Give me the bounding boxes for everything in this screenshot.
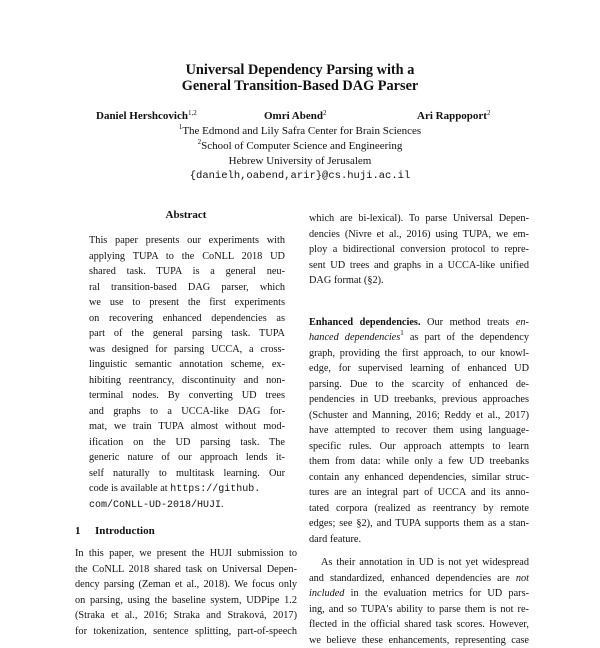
body-line: ploy a bidirectional conversion protocol to repre- bbox=[309, 242, 529, 258]
body-line: hanced dependencies$^1$ as part of the dependency bbox=[309, 330, 529, 346]
intro-line: for tokenization, sentence splitting, part-of-speech bbox=[75, 624, 297, 640]
body-line: specific rules. Our approach attempts to learn bbox=[309, 439, 529, 455]
abstract-line: generic nature of our approach lends it- bbox=[89, 450, 285, 466]
body-line: ing, and so TUPA's ability to parse them is not re- bbox=[309, 602, 529, 618]
paper-title-line-2: General Transition-Based DAG Parser bbox=[0, 78, 600, 94]
body-line: them from data: while only a few UD treebanks bbox=[309, 454, 529, 470]
body-line: included in the evaluation metrics for UD pars- bbox=[309, 586, 529, 602]
body-line: flected in the official shared task scores. However, bbox=[309, 617, 529, 633]
enhanced-dependencies-paragraph bbox=[309, 315, 529, 548]
body-line: dard feature. bbox=[309, 532, 529, 548]
intro-line: dency parsing (Zeman et al., 2018). We focus only bbox=[75, 577, 297, 593]
paragraph-heading-enhanced: Enhanced dependencies. bbox=[309, 317, 421, 328]
body-line: edges; see §2), and TUPA supports them as a stan- bbox=[309, 516, 529, 532]
body-line: Enhanced dependencies. Our method treats en- bbox=[309, 315, 529, 331]
left-column bbox=[75, 208, 297, 639]
intro-line: In this paper, we present the HUJI submission to bbox=[75, 546, 297, 562]
abstract-line: and graphs to a UCCA-like DAG for- bbox=[89, 404, 285, 420]
section-heading-introduction: 1 Introduction bbox=[75, 524, 297, 538]
affiliation-3: Hebrew University of Jerusalem bbox=[0, 154, 600, 168]
abstract-line: on recovering enhanced dependencies as bbox=[89, 311, 285, 327]
abstract-line: ification on the UD parsing task. The bbox=[89, 435, 285, 451]
abstract-body bbox=[75, 233, 297, 512]
abstract-line: mat, we train TUPA almost without mod- bbox=[89, 419, 285, 435]
code-url[interactable]: https://github. bbox=[170, 484, 260, 495]
abstract-line: This paper presents our experiments with bbox=[89, 233, 285, 249]
abstract-line: applying TUPA to the CoNLL 2018 UD bbox=[89, 249, 285, 265]
author-list bbox=[0, 110, 600, 124]
body-line: have attempted to recover them using language- bbox=[309, 423, 529, 439]
affiliation-1: $^1$The Edmond and Lily Safra Center for Brain Sciences bbox=[0, 124, 600, 138]
intro-line: (Straka et al., 2016; Straka and Straková, 2017) bbox=[75, 608, 297, 624]
footnote-marker[interactable]: 1 bbox=[400, 329, 404, 337]
author-emails: {danielh,oabend,arir}@cs.huji.ac.il bbox=[0, 169, 600, 183]
body-line: tated corpora (realized as reentrancy by remote bbox=[309, 501, 529, 517]
right-column bbox=[309, 211, 529, 648]
author-abend: Omri Abend$^2$ bbox=[264, 110, 326, 122]
paper-title-line-1: Universal Dependency Parsing with a bbox=[0, 62, 600, 78]
introduction-body bbox=[75, 546, 297, 639]
body-line: tures are an integral part of UCCA and its anno- bbox=[309, 485, 529, 501]
body-line: edge, for supervised learning of enhanced UD bbox=[309, 361, 529, 377]
body-line: As their annotation in UD is not yet widespread bbox=[309, 555, 529, 571]
body-line: graph, providing the first approach, to our knowl- bbox=[309, 346, 529, 362]
abstract-line: hibiting reentrancy, discontinuity and non- bbox=[89, 373, 285, 389]
affiliation-2: $^2$School of Computer Science and Engineering bbox=[0, 139, 600, 153]
abstract-line: part of the general parsing task. TUPA bbox=[89, 326, 285, 342]
abstract-line: terminal nodes. By converting UD trees bbox=[89, 388, 285, 404]
author-rappoport: Ari Rappoport$^2$ bbox=[417, 110, 490, 122]
intro-line: on parsing, using the baseline system, UDPipe 1.2 bbox=[75, 593, 297, 609]
body-line: contain any enhanced dependencies, similar struc- bbox=[309, 470, 529, 486]
intro-line: the CoNLL 2018 shared task on Universal Depen- bbox=[75, 562, 297, 578]
code-url[interactable]: com/CoNLL-UD-2018/HUJI bbox=[89, 500, 221, 511]
author-hershcovich: Daniel Hershcovich$^{1,2}$ bbox=[96, 110, 197, 122]
body-line: (Schuster and Manning, 2016; Reddy et al., 2017) bbox=[309, 408, 529, 424]
annotation-paragraph bbox=[309, 555, 529, 648]
abstract-line: linguistic semantic annotation scheme, ex- bbox=[89, 357, 285, 373]
abstract-line: self naturally to multitask learning. Our bbox=[89, 466, 285, 482]
body-line: which are bi-lexical). To parse Universal Depen- bbox=[309, 211, 529, 227]
body-line: and standardized, enhanced dependencies are not bbox=[309, 571, 529, 587]
abstract-line: ral transition-based DAG parser, which bbox=[89, 280, 285, 296]
abstract-line: com/CoNLL-UD-2018/HUJI. bbox=[89, 497, 285, 513]
body-line: DAG format (§2). bbox=[309, 273, 529, 289]
body-line: pendencies in UD treebanks, previous approaches bbox=[309, 392, 529, 408]
body-line: we believe these enhancements, representing case bbox=[309, 633, 529, 648]
body-line: dencies (Nivre et al., 2016) using TUPA, we em- bbox=[309, 227, 529, 243]
body-line: sent UD trees and graphs in a UCCA-like unified bbox=[309, 258, 529, 274]
abstract-line: was designed for parsing UCCA, a cross- bbox=[89, 342, 285, 358]
body-line: parsing. Due to the scarcity of enhanced de- bbox=[309, 377, 529, 393]
abstract-line: we use to present the first experiments bbox=[89, 295, 285, 311]
abstract-heading: Abstract bbox=[75, 208, 297, 222]
abstract-line: shared task. TUPA is a general neu- bbox=[89, 264, 285, 280]
abstract-line: code is available at https://github. bbox=[89, 481, 285, 497]
